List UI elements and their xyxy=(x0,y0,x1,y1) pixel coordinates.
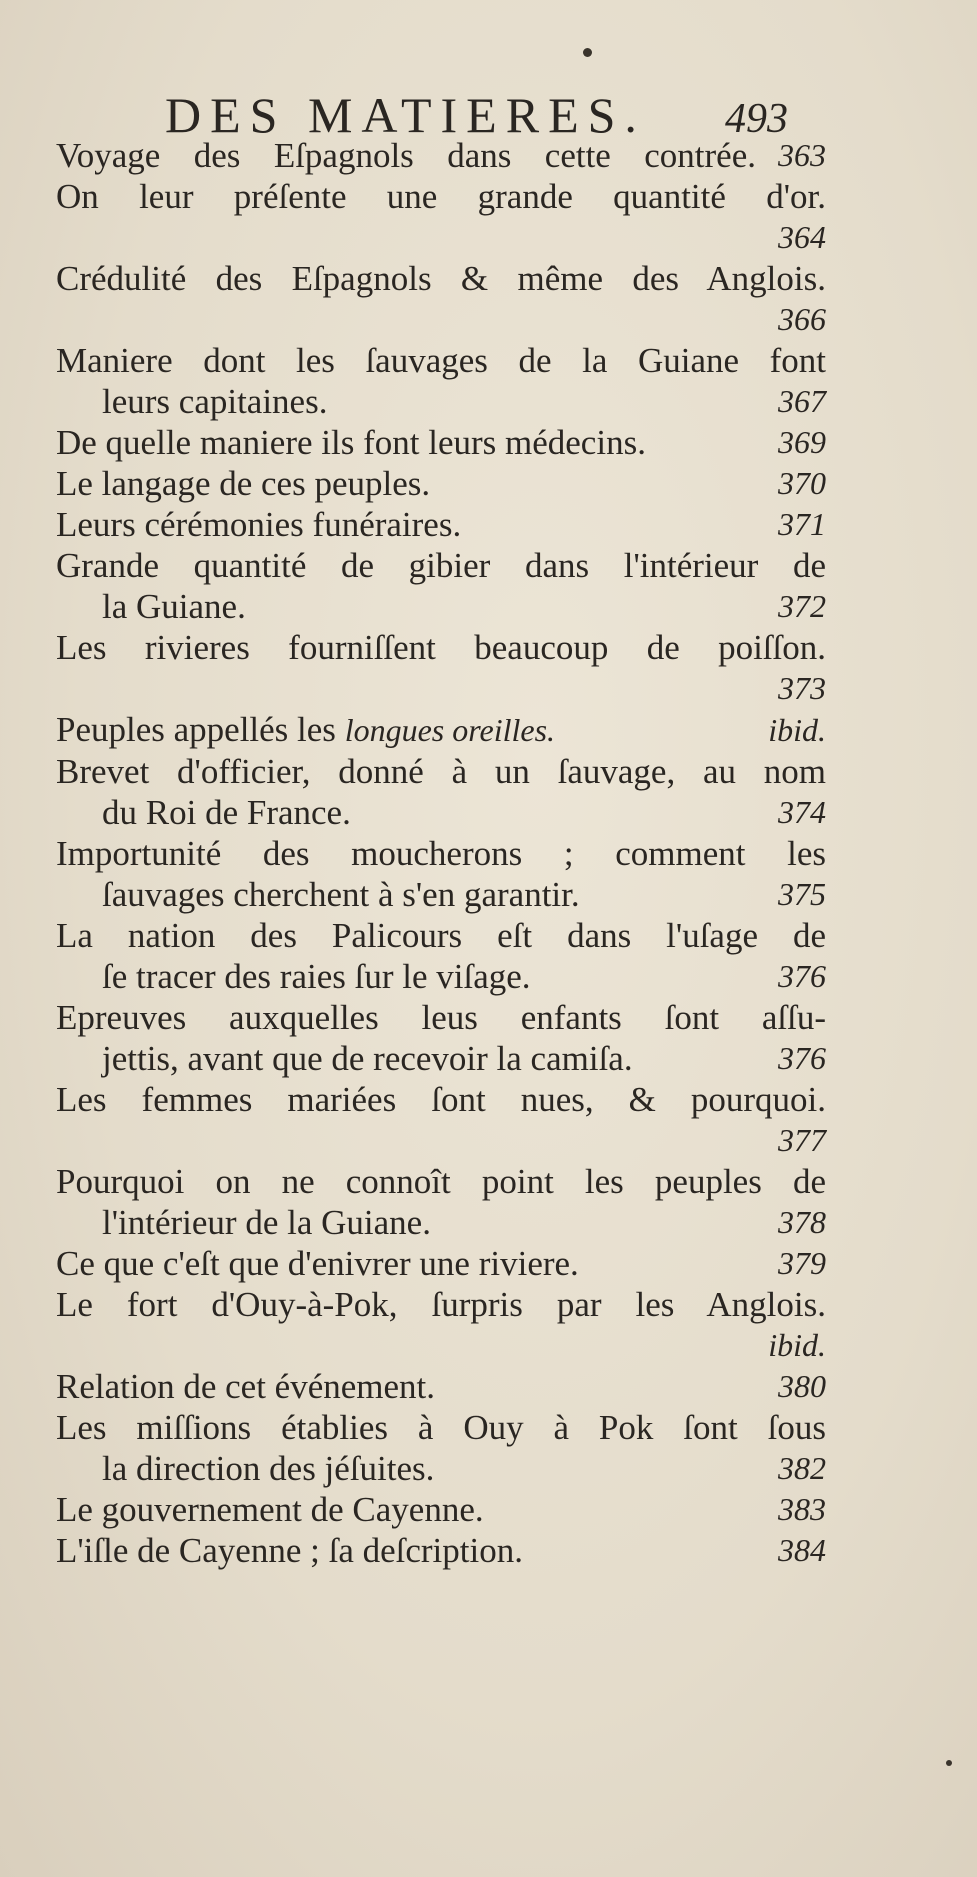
entry-text-cont: la Guiane. xyxy=(102,587,246,626)
entry-page: 377 xyxy=(778,1122,826,1158)
entry-text-cont: ſauvages cherchent à s'en garantir. xyxy=(102,875,580,914)
index-entry xyxy=(56,627,826,709)
entry-page: 369 xyxy=(778,424,826,460)
entry-text: Importunité des moucherons ; comment les xyxy=(56,834,826,873)
entry-text: Crédulité des Eſpagnols & même des Anglois. xyxy=(56,259,826,298)
entry-page: 376 xyxy=(778,958,826,994)
ink-speck xyxy=(946,1760,952,1766)
index-entry xyxy=(56,463,826,504)
entry-page: 383 xyxy=(778,1491,826,1527)
index-entries xyxy=(56,135,826,1571)
entry-text-prefix: Peuples appellés les xyxy=(56,710,345,749)
entry-page: 372 xyxy=(778,588,826,624)
entry-text: On leur préſente une grande quantité d'or. xyxy=(56,177,826,216)
index-entry xyxy=(56,833,826,915)
page-title: DES MATIERES. xyxy=(165,87,646,143)
entry-page: 376 xyxy=(778,1040,826,1076)
entry-page: 373 xyxy=(778,670,826,706)
index-entry xyxy=(56,997,826,1079)
entry-page: 371 xyxy=(778,506,826,542)
entry-text: Les femmes mariées ſont nues, & pourquoi. xyxy=(56,1080,826,1119)
index-entry xyxy=(56,1243,826,1284)
entry-page: 370 xyxy=(778,465,826,501)
entry-text-cont: ſe tracer des raies ſur le viſage. xyxy=(102,957,531,996)
entry-text: Les rivieres fourniſſent beaucoup de poiſſon. xyxy=(56,628,826,667)
entry-page: 367 xyxy=(778,383,826,419)
index-entry xyxy=(56,709,826,751)
entry-text: De quelle maniere ils font leurs médecins. xyxy=(56,423,646,462)
entry-text: Le gouvernement de Cayenne. xyxy=(56,1490,484,1529)
entry-text: Le fort d'Ouy-à-Pok, ſurpris par les Anglois. xyxy=(56,1285,826,1324)
entry-page: 366 xyxy=(778,301,826,337)
entry-text-cont: leurs capitaines. xyxy=(102,382,328,421)
entry-page: 363 xyxy=(778,137,826,173)
entry-text xyxy=(56,709,826,751)
entry-text: Relation de cet événement. xyxy=(56,1367,436,1406)
entry-page: 379 xyxy=(778,1245,826,1281)
entry-text: Ce que c'eſt que d'enivrer une riviere. xyxy=(56,1244,579,1283)
entry-text-cont: l'intérieur de la Guiane. xyxy=(102,1203,431,1242)
entry-text: Le langage de ces peuples. xyxy=(56,464,431,503)
entry-page: ibid. xyxy=(768,712,826,748)
index-entry xyxy=(56,1366,826,1407)
entry-text: Maniere dont les ſauvages de la Guiane font xyxy=(56,341,826,380)
entry-text: Voyage des Eſpagnols dans cette contrée. xyxy=(56,136,756,175)
entry-page: 374 xyxy=(778,794,826,830)
entry-text-cont: jettis, avant que de recevoir la camiſa. xyxy=(102,1039,633,1078)
index-entry xyxy=(56,1489,826,1530)
entry-text-italic: longues oreilles. xyxy=(344,712,556,748)
index-entry xyxy=(56,1530,826,1571)
entry-text: Brevet d'officier, donné à un ſauvage, au nom xyxy=(56,752,826,791)
entry-page: 384 xyxy=(778,1532,826,1568)
entry-text: Leurs cérémonies funéraires. xyxy=(56,505,462,544)
index-entry xyxy=(56,915,826,997)
index-entry xyxy=(56,135,826,176)
index-entry xyxy=(56,1079,826,1161)
entry-text: L'iſle de Cayenne ; ſa deſcription. xyxy=(56,1531,523,1570)
entry-page: 378 xyxy=(778,1204,826,1240)
index-entry xyxy=(56,422,826,463)
index-entry xyxy=(56,1161,826,1243)
entry-page: 375 xyxy=(778,876,826,912)
entry-page: 382 xyxy=(778,1450,826,1486)
page-number: 493 xyxy=(725,96,788,142)
entry-page: 364 xyxy=(778,219,826,255)
index-entry xyxy=(56,1284,826,1366)
entry-text: Grande quantité de gibier dans l'intérieur de xyxy=(56,546,826,585)
ink-speck xyxy=(583,48,592,57)
entry-text: Les miſſions établies à Ouy à Pok ſont ſous xyxy=(56,1408,826,1447)
index-entry xyxy=(56,545,826,627)
entry-text: Pourquoi on ne connoît point les peuples de xyxy=(56,1162,826,1201)
index-entry xyxy=(56,176,826,258)
index-entry xyxy=(56,751,826,833)
index-entry xyxy=(56,340,826,422)
entry-text: Epreuves auxquelles leus enfants ſont aſſu- xyxy=(56,998,826,1037)
entry-text-cont: du Roi de France. xyxy=(102,793,351,832)
entry-page: ibid. xyxy=(768,1327,826,1363)
index-entry xyxy=(56,1407,826,1489)
entry-text-cont: la direction des jéſuites. xyxy=(102,1449,435,1488)
entry-text: La nation des Palicours eſt dans l'uſage de xyxy=(56,916,826,955)
index-entry xyxy=(56,258,826,340)
index-entry xyxy=(56,504,826,545)
entry-page: 380 xyxy=(778,1368,826,1404)
